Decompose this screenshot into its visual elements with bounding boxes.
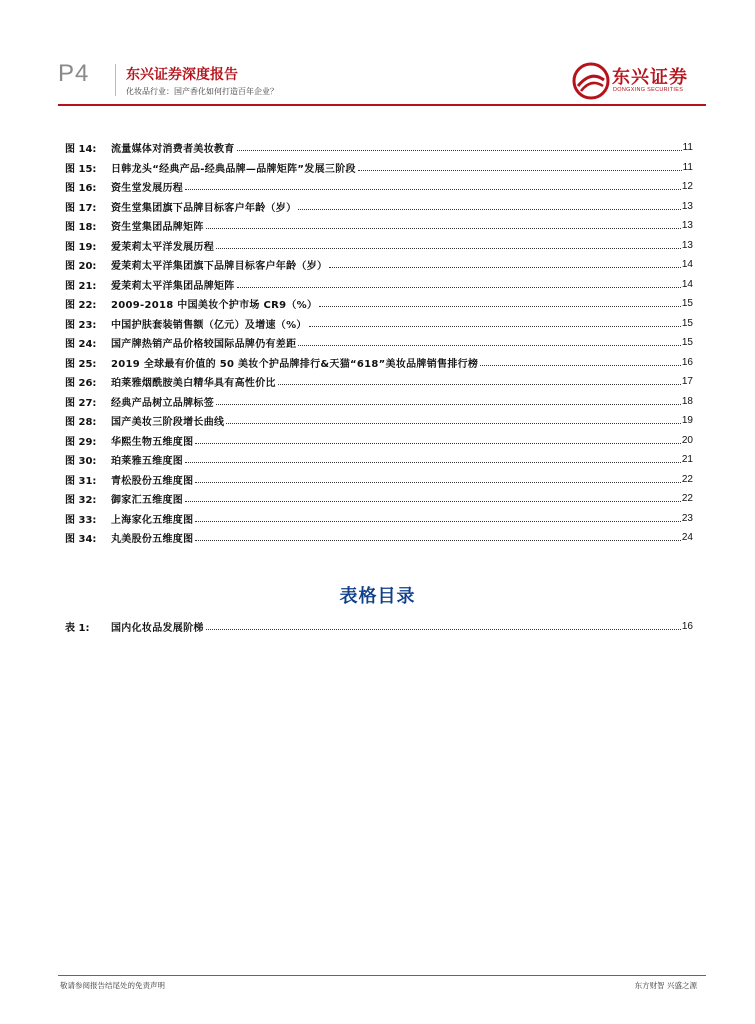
toc-label: 图 21: — [65, 280, 97, 292]
figure-toc-row[interactable] — [65, 197, 693, 217]
header-rule — [58, 104, 706, 106]
toc-label: 图 25: — [65, 358, 97, 370]
toc-leader-dots — [195, 540, 680, 541]
toc-leader-dots — [185, 189, 681, 190]
toc-title: 资生堂发展历程 — [111, 183, 184, 195]
toc-title: 资生堂集团旗下品牌目标客户年龄（岁） — [111, 202, 297, 214]
toc-label: 图 23: — [65, 319, 97, 331]
toc-title: 青松股份五维度图 — [111, 475, 194, 487]
toc-title: 爱茉莉太平洋集团品牌矩阵 — [111, 280, 235, 292]
toc-page-number: 15 — [681, 317, 693, 329]
toc-leader-dots — [319, 306, 681, 307]
toc-title: 2009-2018 中国美妆个护市场 CR9（%） — [111, 300, 318, 312]
toc-label: 图 33: — [65, 514, 97, 526]
figure-toc-row[interactable] — [65, 138, 693, 158]
toc-title: 御家汇五维度图 — [111, 495, 184, 507]
toc-page-number: 19 — [681, 415, 693, 427]
toc-leader-dots — [206, 228, 681, 229]
toc-label: 图 32: — [65, 495, 97, 507]
figure-toc — [65, 138, 693, 548]
toc-title: 丸美股份五维度图 — [111, 534, 194, 546]
toc-leader-dots — [298, 209, 680, 210]
toc-leader-dots — [226, 423, 681, 424]
toc-page-number: 17 — [681, 376, 693, 388]
toc-leader-dots — [216, 404, 681, 405]
toc-title: 资生堂集团品牌矩阵 — [111, 222, 204, 234]
toc-label: 图 16: — [65, 183, 97, 195]
dongxing-logo — [572, 62, 704, 100]
figure-toc-row[interactable] — [65, 158, 693, 178]
figure-toc-row[interactable] — [65, 333, 693, 353]
figure-toc-row[interactable] — [65, 236, 693, 256]
toc-leader-dots — [329, 267, 681, 268]
toc-page-number: 22 — [681, 473, 693, 485]
toc-label: 图 20: — [65, 261, 97, 273]
figure-toc-row[interactable] — [65, 450, 693, 470]
toc-leader-dots — [216, 248, 681, 249]
dongxing-logo-icon — [572, 62, 610, 100]
toc-leader-dots — [195, 482, 680, 483]
figure-toc-row[interactable] — [65, 392, 693, 412]
toc-title: 珀莱雅五维度图 — [111, 456, 184, 468]
toc-leader-dots — [185, 462, 681, 463]
footer-disclaimer: 敬请参阅报告结尾处的免责声明 — [60, 981, 165, 990]
toc-page-number: 18 — [681, 395, 693, 407]
figure-toc-row[interactable] — [65, 275, 693, 295]
toc-title: 国内化妆品发展阶梯 — [111, 623, 204, 635]
figure-toc-row[interactable] — [65, 509, 693, 529]
toc-page-number: 11 — [682, 142, 693, 154]
toc-title: 经典产品树立品牌标签 — [111, 397, 214, 409]
toc-leader-dots — [206, 629, 681, 630]
footer-slogan: 东方财智 兴盛之源 — [634, 981, 697, 990]
toc-leader-dots — [237, 287, 681, 288]
toc-label: 图 34: — [65, 534, 97, 546]
toc-title: 国产牌热销产品价格较国际品牌仍有差距 — [111, 339, 297, 351]
toc-title: 中国护肤套装销售额（亿元）及增速（%） — [111, 319, 307, 331]
toc-page-number: 13 — [681, 200, 693, 212]
figure-toc-row[interactable] — [65, 431, 693, 451]
tables-heading: 表格目录 — [339, 586, 416, 607]
toc-label: 图 29: — [65, 436, 97, 448]
toc-label: 图 27: — [65, 397, 97, 409]
figure-toc-row[interactable] — [65, 177, 693, 197]
toc-label: 图 31: — [65, 475, 97, 487]
toc-page-number: 22 — [681, 493, 693, 505]
toc-label: 图 14: — [65, 144, 97, 156]
toc-page-number: 14 — [681, 278, 693, 290]
toc-label: 图 22: — [65, 300, 97, 312]
toc-title: 上海家化五维度图 — [111, 514, 194, 526]
toc-page-number: 21 — [681, 454, 693, 466]
toc-page-number: 15 — [681, 298, 693, 310]
toc-label: 图 19: — [65, 241, 97, 253]
toc-leader-dots — [358, 170, 682, 171]
toc-label: 图 26: — [65, 378, 97, 390]
toc-leader-dots — [480, 365, 681, 366]
toc-page-number: 13 — [681, 239, 693, 251]
toc-label: 图 15: — [65, 163, 97, 175]
toc-leader-dots — [309, 326, 681, 327]
toc-page-number: 16 — [681, 356, 693, 368]
table-toc — [65, 617, 693, 637]
toc-page-number: 24 — [681, 532, 693, 544]
toc-page-number: 15 — [681, 337, 693, 349]
toc-leader-dots — [195, 521, 680, 522]
toc-page-number: 12 — [681, 181, 693, 193]
report-subtitle: 化妆品行业：国产香化如何打造百年企业？ — [126, 87, 278, 96]
logo-text-en: DONGXING SECURITIES — [613, 87, 684, 93]
toc-leader-dots — [298, 345, 680, 346]
figure-toc-row[interactable] — [65, 216, 693, 236]
toc-label: 图 17: — [65, 202, 97, 214]
table-toc-row[interactable] — [65, 617, 693, 637]
figure-toc-row[interactable] — [65, 372, 693, 392]
toc-leader-dots — [195, 443, 680, 444]
toc-title: 流量媒体对消费者美妆教育 — [111, 144, 235, 156]
toc-title: 华熙生物五维度图 — [111, 436, 194, 448]
figure-toc-row[interactable] — [65, 255, 693, 275]
toc-label: 图 30: — [65, 456, 97, 468]
figure-toc-row[interactable] — [65, 294, 693, 314]
toc-leader-dots — [185, 501, 681, 502]
toc-page-number: 20 — [681, 434, 693, 446]
logo-text-cn: 东兴证券 — [612, 67, 688, 88]
figure-toc-row[interactable] — [65, 470, 693, 490]
toc-page-number: 23 — [681, 512, 693, 524]
toc-page-number: 11 — [682, 161, 693, 173]
figure-toc-row[interactable] — [65, 489, 693, 509]
figure-toc-row[interactable] — [65, 353, 693, 373]
toc-title: 爱茉莉太平洋集团旗下品牌目标客户年龄（岁） — [111, 261, 328, 273]
toc-page-number: 14 — [681, 259, 693, 271]
footer-rule — [58, 975, 706, 976]
page-number: P4 — [58, 60, 90, 87]
toc-label: 图 28: — [65, 417, 97, 429]
toc-title: 国产美妆三阶段增长曲线 — [111, 417, 225, 429]
toc-label: 图 18: — [65, 222, 97, 234]
figure-toc-row[interactable] — [65, 528, 693, 548]
toc-label: 图 24: — [65, 339, 97, 351]
toc-label: 表 1: — [65, 623, 90, 635]
toc-page-number: 16 — [681, 621, 693, 633]
page-header — [58, 58, 704, 104]
toc-title: 珀莱雅烟酰胺美白精华具有高性价比 — [111, 378, 276, 390]
report-title: 东兴证券深度报告 — [126, 67, 238, 83]
toc-title: 2019 全球最有价值的 50 美妆个护品牌排行&天猫“618”美妆品牌销售排行榜 — [111, 358, 479, 370]
toc-leader-dots — [278, 384, 681, 385]
toc-title: 日韩龙头“经典产品-经典品牌—品牌矩阵”发展三阶段 — [111, 163, 356, 175]
toc-title: 爱茉莉太平洋发展历程 — [111, 241, 214, 253]
toc-page-number: 13 — [681, 220, 693, 232]
figure-toc-row[interactable] — [65, 411, 693, 431]
toc-leader-dots — [237, 150, 682, 151]
header-divider — [115, 64, 116, 96]
figure-toc-row[interactable] — [65, 314, 693, 334]
